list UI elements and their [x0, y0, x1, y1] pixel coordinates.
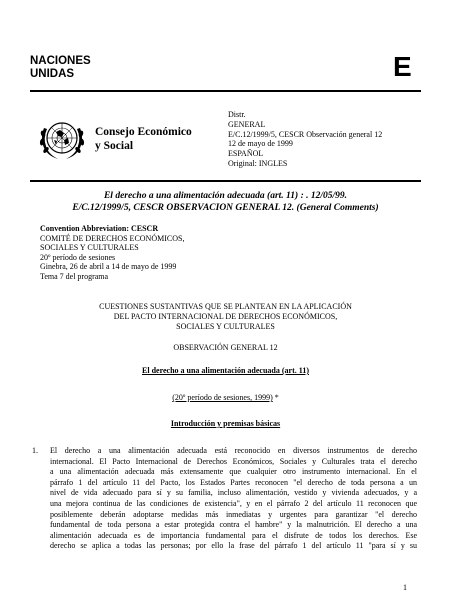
- committee-meta: [40, 224, 184, 282]
- meta-line: Tema 7 del programa: [40, 271, 109, 281]
- paragraph-line: una mejora continua de las condiciones de existencia", y en el párrafo 2 del artículo 11 reconocen que: [50, 498, 417, 508]
- observation-subtitle: El derecho a una alimentación adecuada (art. 11): [142, 366, 309, 375]
- title-line-1: El derecho a una alimentación adecuada (art. 11) : . 12/05/99.: [103, 191, 348, 201]
- organization-name: NACIONES UNIDAS: [30, 55, 91, 80]
- paragraph-line: alimentación adecuada es de importancia fundamental para el disfrute de todos los derechos. Ese: [50, 530, 417, 540]
- paragraph-line: fundamental de toda persona a estar protegida contra el hambre" y la malnutrición. El derecho a una: [50, 520, 417, 530]
- paragraph-line: internacional. El Pacto Internacional de Derechos Económicos, Sociales y Culturales trata el derecho: [50, 456, 417, 466]
- paragraph-line: a una alimentación adecuada más extensamente que cualquier otro instrumento internacional. En el: [50, 467, 417, 477]
- subject-line: SOCIALES Y CULTURALES: [176, 321, 275, 331]
- distribution-line: GENERAL: [228, 119, 266, 129]
- paragraph-line: El derecho a una alimentación adecuada está reconocido en diversos instrumentos de derecho: [50, 446, 417, 455]
- meta-line: SOCIALES Y CULTURALES: [40, 243, 139, 253]
- original-language: Original: INGLES: [228, 158, 288, 168]
- subject-line: CUESTIONES SUSTANTIVAS QUE SE PLANTEAN EN LA APLICACIÓN: [99, 302, 352, 311]
- title-rule: [30, 180, 421, 182]
- section-heading: Introducción y premisas básicas: [170, 419, 281, 428]
- meta-line: COMITÉ DE DERECHOS ECONÓMICOS,: [40, 233, 185, 243]
- observation-heading: OBSERVACIÓN GENERAL 12: [173, 343, 278, 352]
- paragraph-line: nivel de vida adecuado para sí y su familia, incluso alimentación, vestido y vivienda adecuados, y a: [50, 488, 417, 498]
- convention-abbreviation: Convention Abbreviation: CESCR: [40, 224, 159, 233]
- meta-line: Ginebra, 26 de abril a 14 de mayo de 1999: [40, 262, 177, 272]
- session-text: (20º período de sesiones, 1999): [172, 393, 273, 402]
- paragraph-line: posiblemente deberán adoptarse medidas más inmediatas y urgentes para garantizar "el derecho: [50, 509, 417, 519]
- paragraph-number: 1.: [32, 446, 38, 455]
- document-date: 12 de mayo de 1999: [228, 139, 293, 149]
- council-name: Consejo Económico y Social: [95, 126, 192, 152]
- distribution-block: [228, 110, 382, 169]
- title-line-2: E/C.12/1999/5, CESCR OBSERVACION GENERAL 12. (General Comments): [72, 203, 379, 213]
- paragraph-line: derecho se aplica a todas las personas; por ello la frase del párrafo 1 del artículo 11 "para sí y su: [50, 541, 417, 551]
- document-language: ESPAÑOL: [228, 149, 264, 159]
- footnote-marker[interactable]: *: [272, 393, 279, 402]
- document-title: [30, 190, 421, 214]
- subject-heading: [30, 302, 421, 331]
- language-code: E: [393, 51, 412, 82]
- document-symbol: E/C.12/1999/5, CESCR Observación general 12: [228, 129, 383, 139]
- subject-line: DEL PACTO INTERNACIONAL DE DERECHOS ECONÓMICOS,: [113, 311, 338, 321]
- un-emblem-icon: [38, 114, 86, 162]
- distribution-line: Distr.: [228, 110, 246, 119]
- paragraph-line: párrafo 1 del artículo 11 del Pacto, los Estados Partes reconocen "el derecho de toda persona a un: [50, 477, 417, 487]
- meta-line: 20º período de sesiones: [40, 252, 116, 262]
- page-number: 1: [403, 583, 407, 592]
- session-note: [30, 393, 421, 402]
- header-rule: [30, 90, 421, 92]
- paragraph-1: [30, 446, 417, 552]
